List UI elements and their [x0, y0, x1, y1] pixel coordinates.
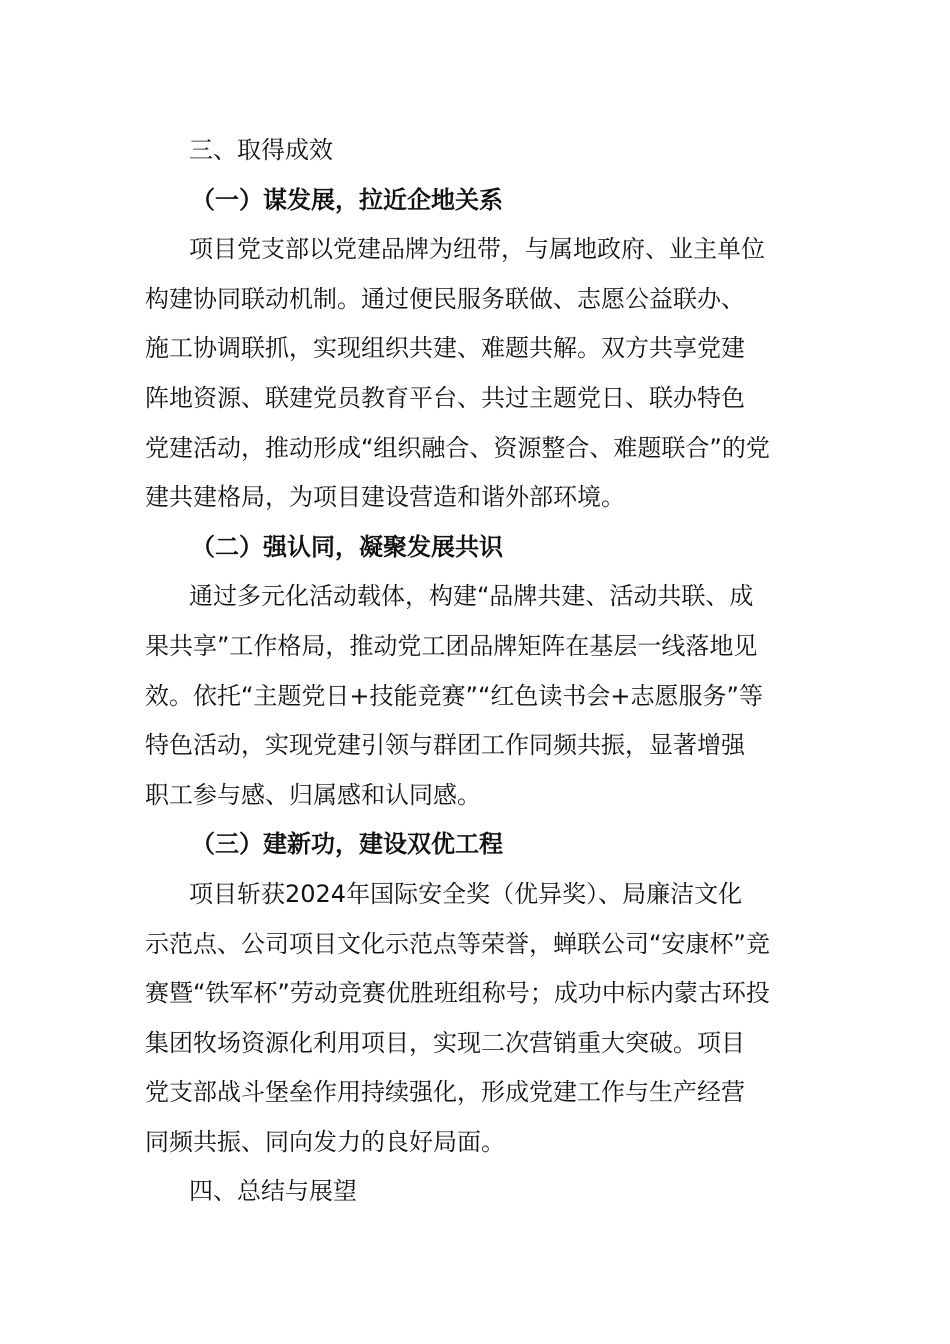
paragraph-line: 效。依托“主题党日+技能竞赛”“红色读书会+志愿服务”等	[145, 681, 763, 710]
paragraph-line: 构建协同联动机制。通过便民服务联做、志愿公益联办、	[145, 284, 745, 313]
paragraph-line: 示范点、公司项目文化示范点等荣誉，蝉联公司“安康杯”竞	[145, 929, 770, 958]
subsection-heading: （一）谋发展，拉近企地关系	[191, 185, 503, 214]
paragraph-line: 施工协调联抓，实现组织共建、难题共解。双方共享党建	[145, 334, 745, 363]
section-heading: 三、取得成效	[189, 136, 333, 164]
paragraph-line: 同频共振、同向发力的良好局面。	[145, 1127, 505, 1156]
subsection-heading: （二）强认同，凝聚发展共识	[191, 532, 503, 561]
subsection-heading: （三）建新功，建设双优工程	[191, 830, 503, 859]
paragraph-line: 建共建格局，为项目建设营造和谐外部环境。	[145, 483, 625, 512]
paragraph-line: 党支部战斗堡垒作用持续强化，形成党建工作与生产经营	[145, 1078, 745, 1107]
paragraph-line: 项目斩获2024年国际安全奖（优异奖）、局廉洁文化	[189, 879, 743, 908]
paragraph-line: 特色活动，实现党建引领与群团工作同频共振，显著增强	[145, 731, 745, 760]
document-body	[145, 126, 805, 1217]
paragraph-line: 党建活动，推动形成“组织融合、资源整合、难题联合”的党	[145, 433, 770, 462]
paragraph-line: 赛暨“铁军杯”劳动竞赛优胜班组称号；成功中标内蒙古环投	[145, 979, 770, 1008]
paragraph-line: 项目党支部以党建品牌为纽带，与属地政府、业主单位	[189, 235, 765, 264]
paragraph-line: 果共享”工作格局，推动党工团品牌矩阵在基层一线落地见	[145, 631, 758, 660]
paragraph-line: 阵地资源、联建党员教育平台、共过主题党日、联办特色	[145, 383, 745, 412]
paragraph-line: 集团牧场资源化利用项目，实现二次营销重大突破。项目	[145, 1028, 745, 1057]
paragraph-line: 通过多元化活动载体，构建“品牌共建、活动共联、成	[189, 582, 754, 611]
paragraph-line: 职工参与感、归属感和认同感。	[145, 780, 481, 809]
section-heading: 四、总结与展望	[189, 1177, 357, 1206]
